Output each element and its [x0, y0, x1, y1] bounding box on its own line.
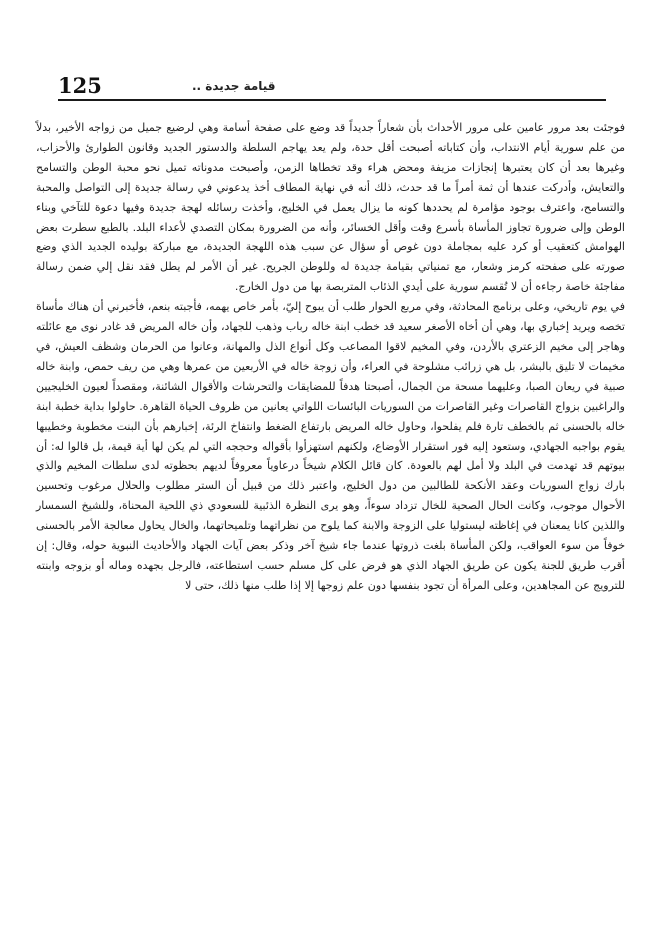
running-title: قيامة جديدة .. — [192, 79, 276, 93]
page-header — [58, 74, 605, 98]
header-divider — [58, 99, 606, 101]
page-number: 125 — [58, 73, 102, 98]
paragraph: فوجئت بعد مرور عامين على مرور الأحداث بأن شعاراً جديداً قد وضع على صفحة أسامة وهي لرضيع جميل من زواجه الأخير، بدلاً من علم سورية أيام الانتداب، وأن كتاباته أصبحت أقل حدة، ولم يعد يهاجم السلطة والدستور الجديد وقانون الطوارئ والأحزاب، وغيرها بعد أن كان يعتبرها إنجازات مزيفة ومحض هراء وقد تخطاها الزمن، وأصبحت مدوناته تميل نحو محبة الوطن والتسامح والتعايش، وأدركت عندها أن ثمة أمراً ما قد حدث، ذلك أنه في نهاية المطاف أخذ يدعوني في رسالة جديدة إلى التواصل والمحبة والتسامح، واعترف بوجود مؤامرة لم يحددها كونه ما يزال يعمل في الخليج، وأخذت رسائله لهجة جديدة وفيها دعوة للتآخي وبناء الوطن وإلى ضرورة تجاوز المأساة بأسرع وقت وأقل الخسائر، وأنه من الضرورة بمكان التصدي لأعداء البلد. بالطبع سطرت بعض الهوامش كتعقيب أو كرد عليه بمجاملة دون غوص أو سؤال عن سبب هذه اللهجة الجديدة، مع مباركة بوليده الجديد الذي وضع صورته على صفحته كرمز وشعار، مع تمنياتي بقيامة جديدة له وللوطن الجريح. غير أن الأمر لم يطل فقد نقل إلي ضمن رسالة مفاجئة خاصة رجاءه أن لا تُقسم سورية على أيدي الذئاب المتربصة بها من دول الخارج. — [36, 121, 625, 294]
paragraph: في يوم تاريخي، وعلى برنامج المحادثة، وفي مربع الحوار طلب أن يبوح إليّ، بأمر خاص يهمه، فأجبته بنعم، فأخبرني أن هناك مأساة تخصه ويريد إخباري بها، وهي أن أخاه الأصغر سعيد قد خطب ابنة خاله رباب وذهب للجهاد، وأن خاله المريض قد غادر نوى مع عائلته وهاجر إلى مخيم الزعتري بالأردن، وفي المخيم لاقوا المصاعب وكل أنواع الذل والمهانة، وعانوا من الحرمان وشظف العيش، في مخيمات لا تليق بالبشر، بل هي زرائب مشلوحة في العراء، وأن زوجة خاله في الأربعين من عمرها وهي من ريف حمص، وابنة خاله صبية في ريعان الصبا، وعليهما مسحة من الجمال، أصبحتا هدفاً للمضايقات والتحرشات والأقوال الشائنة، ومقصداً لعيون الخليجيين والراغبين بزواج القاصرات وغير القاصرات من السوريات البائسات اللواتي يعانين من ظروف الحياة القاهرة. حاولوا بداية خطبة ابنة خاله بالحسنى ثم بالخطف تارة فلم يفلحوا، وحاول خاله المريض بارتفاع الضغط وانتفاخ الرئة، إخبارهم بأن البنت مخطوبة وخطيبها يقوم بواجبه الجهادي، وستعود إليه فور استقرار الأوضاع، ولكنهم استهزأوا بأقواله وحججه التي لم يكن لها أية قيمة، بل قالوا له: أن بيوتهم قد تهدمت في البلد ولا أمل لهم بالعودة. كان قائل الكلام شيخاً درعاوياً معروفاً لديهم بحظوته لدى سلطات المخيم والذي بارك زواج السوريات وعقد الأنكحة للطالبين من دول الخليج، واعتبر ذلك من قبيل أن الستر مطلوب والحلال مرغوب وتحسين الأحوال موجوب، وكانت الحال الصحية للخال تزداد سوءاً، وهو يرى النظرة الذئبية للسعودي ذي اللحية المحناة، وللشيخ السمسار واللذين كانا يمعنان في إغاظته ليستوليا على الزوجة والابنة كما يلوح من نظراتهما وتلميحاتهما، والخال يحاول معالجة الأمر بالحسنى خوفاً من سوء العواقب، ولكن المأساة بلغت ذروتها عندما جاء شيخ آخر وذكر بعض آيات الجهاد والأحاديث النبوية حوله، وقال: إن أقرب طريق للجنة يكون عن طريق الجهاد الذي هو فرض على كل مسلم حسب استطاعته، فالرجل بجهده وماله أو بزوجه وابنته للترويج عن المجاهدين، وعلى المرأة أن تجود بنفسها دون علم زوجها إلا إذا طلب منها ذلك، حتى لا — [36, 300, 625, 592]
body-text — [36, 118, 625, 596]
